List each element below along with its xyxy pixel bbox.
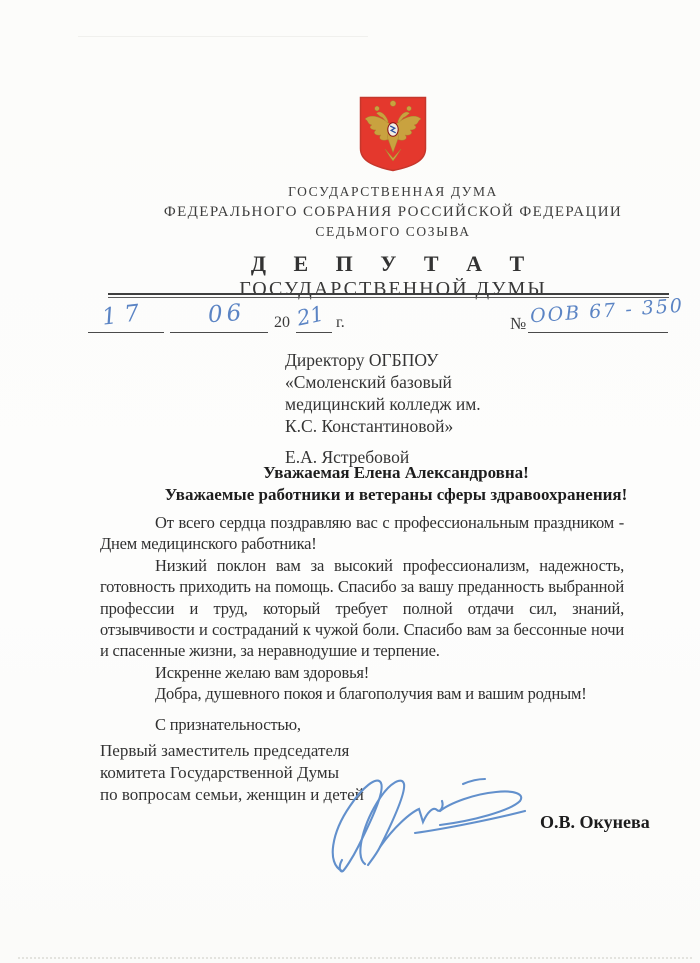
year-unit-label: г. bbox=[336, 314, 345, 331]
position-line: комитета Государственной Думы bbox=[100, 763, 340, 782]
handwritten-month: 06 bbox=[207, 299, 247, 329]
role-subtitle: ГОСУДАРСТВЕННОЙ ДУМЫ bbox=[239, 278, 547, 300]
scan-artifact-bottom bbox=[18, 957, 692, 959]
letterhead bbox=[85, 182, 700, 301]
letter-body bbox=[100, 512, 624, 735]
body-paragraph: От всего сердца поздравляю вас с профессиональным праздником - Днем медицинского работника! bbox=[100, 513, 624, 554]
role-title: Д Е П У Т А Т bbox=[250, 251, 536, 276]
scan-artifact-top bbox=[78, 36, 368, 37]
body-paragraph: Низкий поклон вам за высокий профессионализм, надежность, готовность приходить на помощь. Спасибо за вашу преданность выбранной профессии и труд, который требует полной отдачи сил, знаний, отзывчивости и состраданий к чужой боли. Спасибо вам за бессонные ночи и спасенные жизни, за неравнодушие и терпение. bbox=[100, 555, 624, 661]
handwritten-number: ООВ 67 - 350 bbox=[529, 294, 685, 328]
recipient-line: К.С. Константиновой» bbox=[285, 416, 454, 436]
number-sign-label: № bbox=[510, 314, 527, 333]
handwritten-day: 17 bbox=[100, 299, 149, 331]
header-divider bbox=[108, 293, 669, 298]
recipient-line: Директору ОГБПОУ bbox=[285, 350, 439, 370]
recipient-block bbox=[285, 349, 481, 468]
handwritten-year: 21 bbox=[294, 301, 326, 331]
recipient-person-name: Е.А. Ястребовой bbox=[285, 447, 410, 467]
signer-name: О.В. Окунева bbox=[540, 812, 650, 832]
org-name-line2: ФЕДЕРАЛЬНОГО СОБРАНИЯ РОССИЙСКОЙ ФЕДЕРАЦИИ bbox=[163, 204, 623, 220]
org-name-line3: СЕДЬМОГО СОЗЫВА bbox=[315, 224, 471, 239]
russia-coat-of-arms-icon bbox=[358, 96, 428, 172]
year-prefix-label: 20 bbox=[274, 314, 290, 331]
salutation-line1: Уважаемая Елена Александровна! bbox=[263, 463, 529, 482]
signature-icon bbox=[322, 770, 540, 878]
salutation-line2: Уважаемые работники и ветераны сферы здравоохранения! bbox=[164, 484, 628, 504]
position-line: по вопросам семьи, женщин и детей bbox=[100, 785, 364, 804]
body-paragraph: Добра, душевного покоя и благополучия вам и вашим родным! bbox=[155, 684, 587, 704]
body-paragraph: Искренне желаю вам здоровья! bbox=[155, 662, 370, 682]
org-name-line1: ГОСУДАРСТВЕННАЯ ДУМА bbox=[288, 184, 498, 199]
position-line: Первый заместитель председателя bbox=[100, 741, 350, 760]
salutation bbox=[100, 462, 692, 505]
recipient-line: медицинский колледж им. bbox=[285, 394, 481, 414]
recipient-line: «Смоленский базовый bbox=[285, 372, 452, 392]
date-number-line bbox=[0, 294, 700, 345]
valediction: С признательностью, bbox=[155, 714, 301, 734]
